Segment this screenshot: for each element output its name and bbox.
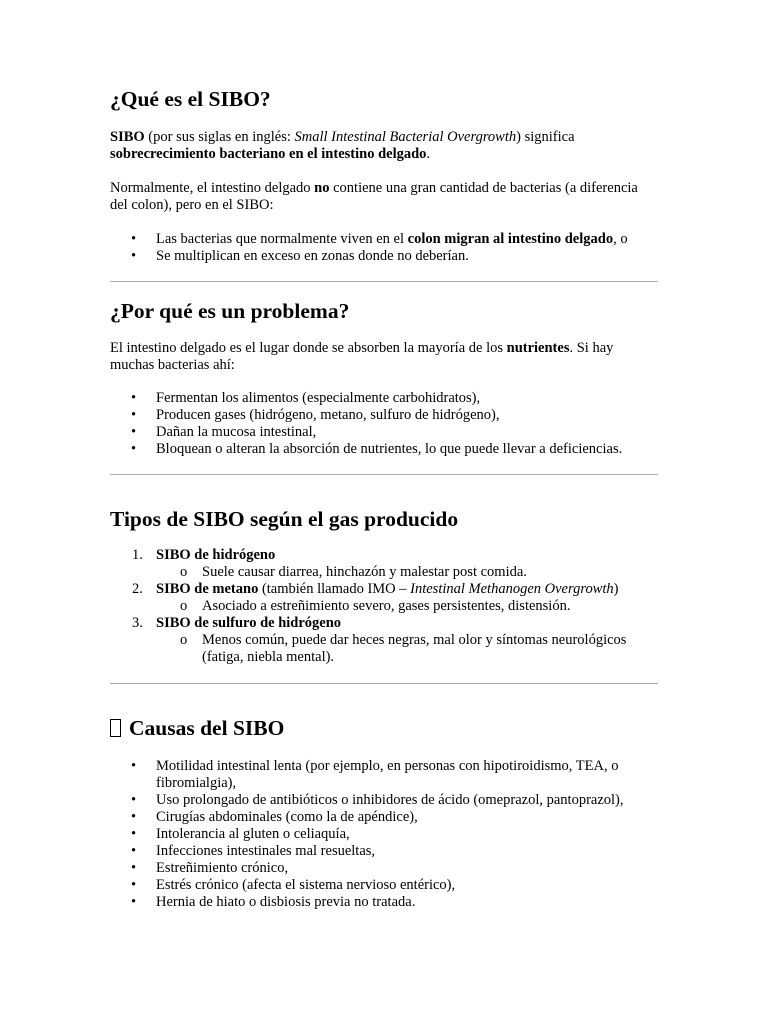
sub-list-item: o Suele causar diarrea, hinchazón y malestar post comida.: [156, 564, 658, 581]
list-item: • Producen gases (hidrógeno, metano, sulfuro de hidrógeno),: [110, 407, 658, 424]
section-title: Causas del SIBO: [110, 714, 658, 742]
list-item: • Estrés crónico (afecta el sistema nervioso entérico),: [110, 877, 658, 894]
list-item: • Dañan la mucosa intestinal,: [110, 424, 658, 441]
term-english: Small Intestinal Bacterial Overgrowth: [294, 129, 517, 145]
list-item: • Cirugías abdominales (como la de apéndice),: [110, 809, 658, 826]
section-que-es-sibo: [110, 85, 658, 265]
list-item: • Hernia de hiato o disbiosis previa no tratada.: [110, 894, 658, 911]
sub-list-item: o Menos común, puede dar heces negras, mal olor y síntomas neurológicos (fatiga, niebla mental).: [156, 632, 658, 666]
list-item: • Uso prolongado de antibióticos o inhibidores de ácido (omeprazol, pantoprazol),: [110, 792, 658, 809]
section-title: ¿Qué es el SIBO?: [110, 87, 271, 111]
section-por-que-problema: [110, 297, 658, 458]
document-content: [110, 85, 658, 911]
sub-list: [156, 632, 658, 666]
item-number: 1.: [132, 547, 143, 563]
list-item: • Se multiplican en exceso en zonas donde no deberían.: [110, 248, 658, 265]
list-item: • Motilidad intestinal lenta (por ejemplo, en personas con hipotiroidismo, TEA, o fibromialgia),: [110, 758, 658, 792]
bullet-list: [110, 758, 658, 911]
item-number: 2.: [132, 581, 143, 597]
section-divider: [110, 683, 658, 684]
section-tipos-sibo: [110, 505, 658, 666]
missing-glyph-icon: [110, 719, 121, 737]
paragraph-normal: Normalmente, el intestino delgado no contiene una gran cantidad de bacterias (a diferencia del colon), pero en el SIBO:: [110, 180, 638, 213]
sub-list-item: o Asociado a estreñimiento severo, gases persistentes, distensión.: [156, 598, 658, 615]
term-sibo: SIBO: [110, 129, 145, 145]
section-title: ¿Por qué es un problema?: [110, 299, 350, 323]
term-meaning: sobrecrecimiento bacteriano en el intestino delgado: [110, 146, 427, 162]
list-item: 1. SIBO de hidrógeno o Suele causar diarrea, hinchazón y malestar post comida.: [110, 547, 658, 581]
list-item: • Estreñimiento crónico,: [110, 860, 658, 877]
list-item: 3. SIBO de sulfuro de hidrógeno o Menos común, puede dar heces negras, mal olor y síntomas neurológicos (fatiga, niebla mental).: [110, 615, 658, 666]
list-item: • Las bacterias que normalmente viven en el colon migran al intestino delgado, o: [110, 231, 658, 248]
paragraph-definition: SIBO (por sus siglas en inglés: Small Intestinal Bacterial Overgrowth) significa sobrecrecimiento bacteriano en el intestino delgado.: [110, 129, 575, 162]
bullet-list: [110, 231, 658, 265]
list-item: • Infecciones intestinales mal resueltas,: [110, 843, 658, 860]
item-number: 3.: [132, 615, 143, 631]
section-causas-sibo: [110, 714, 658, 911]
list-item: • Fermentan los alimentos (especialmente carbohidratos),: [110, 390, 658, 407]
section-divider: [110, 474, 658, 475]
sub-list: [156, 598, 658, 615]
sub-list: [156, 564, 658, 581]
list-item: • Intolerancia al gluten o celiaquía,: [110, 826, 658, 843]
list-item: 2. SIBO de metano (también llamado IMO – Intestinal Methanogen Overgrowth) o Asociado a estreñimiento severo, gases persistentes, distensión.: [110, 581, 658, 615]
list-item: • Bloquean o alteran la absorción de nutrientes, lo que puede llevar a deficiencias.: [110, 441, 658, 458]
paragraph-intro: El intestino delgado es el lugar donde se absorben la mayoría de los nutrientes. Si hay muchas bacterias ahí:: [110, 340, 614, 373]
bullet-list: [110, 390, 658, 458]
section-title: Tipos de SIBO según el gas producido: [110, 507, 459, 531]
section-divider: [110, 281, 658, 282]
numbered-list: [110, 547, 658, 666]
